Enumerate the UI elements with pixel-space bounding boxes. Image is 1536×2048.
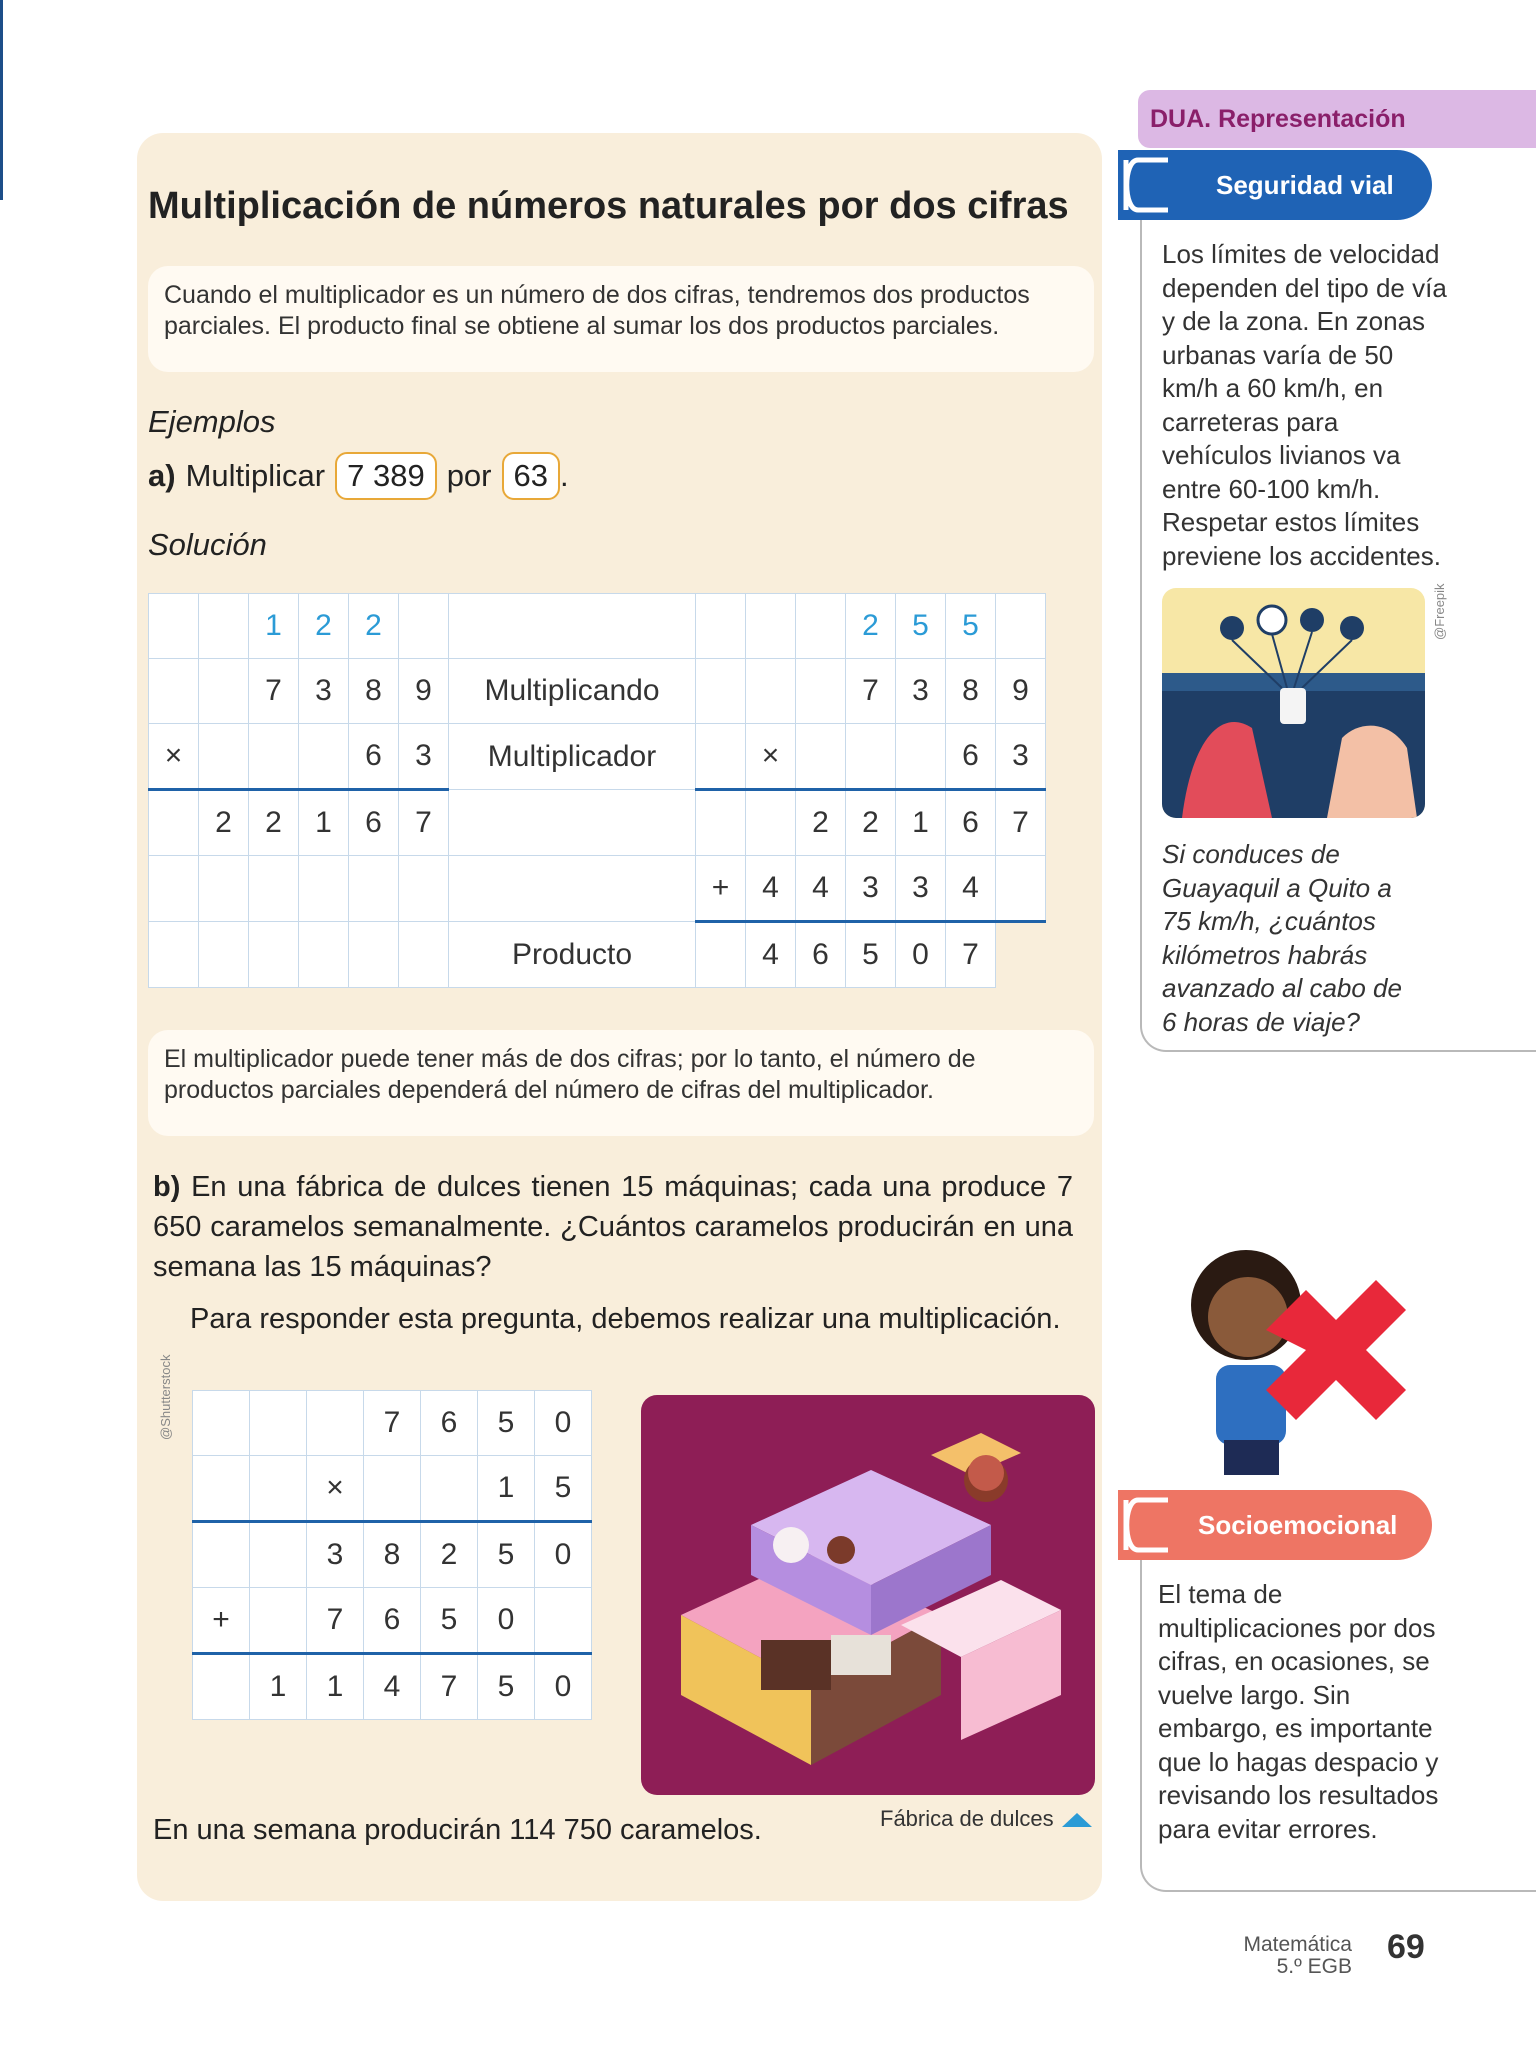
- label-multiplicand: Multiplicando: [449, 659, 696, 724]
- example-b: [153, 1167, 1073, 1287]
- example-b-text2: Para responder esta pregunta, debemos realizar una multiplicación.: [190, 1303, 1061, 1335]
- digit-cell: 7: [421, 1654, 478, 1720]
- label-product: Producto: [449, 922, 696, 988]
- carry-digit: 1: [249, 594, 299, 659]
- multiplier-row: [149, 724, 1046, 790]
- digit-cell: 2: [846, 790, 896, 856]
- example-a: [148, 452, 569, 500]
- digit-cell: 6: [349, 724, 399, 790]
- dua-bold: DUA: [1150, 105, 1205, 133]
- multiplication-grid-a: [148, 593, 1046, 988]
- page-edge-rule: [0, 0, 3, 200]
- carry-digit: 5: [896, 594, 946, 659]
- example-b-label: b): [153, 1171, 181, 1203]
- digit-cell: 6: [421, 1391, 478, 1456]
- multiplicand-pill: 7 389: [335, 452, 437, 500]
- page-title: Multiplicación de números naturales por dos cifras: [148, 185, 1069, 227]
- digit-cell: 5: [421, 1588, 478, 1654]
- product-row: [149, 922, 1046, 988]
- digit-cell: 5: [478, 1522, 535, 1588]
- multiplier-pill: 63: [502, 452, 560, 500]
- multiplication-grid-b: [192, 1390, 592, 1720]
- digit-cell: 5: [535, 1456, 592, 1522]
- digit-cell: 0: [535, 1391, 592, 1456]
- digit-cell: 5: [478, 1391, 535, 1456]
- digit-cell: 7: [399, 790, 449, 856]
- footer-grade: 5.º EGB: [1276, 1955, 1352, 1978]
- digit-cell: 3: [996, 724, 1046, 790]
- carry-digit: 2: [299, 594, 349, 659]
- digit-cell: 4: [364, 1654, 421, 1720]
- digit-cell: 3: [307, 1522, 364, 1588]
- tab-label: Socioemocional: [1198, 1509, 1398, 1540]
- times-sign: ×: [149, 724, 199, 790]
- digit-cell: 2: [199, 790, 249, 856]
- digit-cell: 5: [478, 1654, 535, 1720]
- digit-cell: 3: [896, 856, 946, 922]
- digit-cell: 3: [846, 856, 896, 922]
- times-sign: ×: [746, 724, 796, 790]
- digit-cell: 7: [996, 790, 1046, 856]
- times-sign: ×: [307, 1456, 364, 1522]
- digit-cell: 0: [535, 1522, 592, 1588]
- socioemocional-text: El tema de multiplicaciones por dos cifras, en ocasiones, se vuelve largo. Sin embargo, es importante que lo hagas despacio y revisando los resultados para evitar errores.: [1158, 1579, 1439, 1844]
- digit-cell: 0: [896, 922, 946, 988]
- digit-cell: 9: [399, 659, 449, 724]
- digit-cell: 7: [249, 659, 299, 724]
- credit-freepik: @Freepik: [1432, 583, 1447, 640]
- digit-cell: 1: [307, 1654, 364, 1720]
- example-a-label: a): [148, 458, 176, 493]
- digit-cell: 8: [349, 659, 399, 724]
- example-a-end: .: [559, 458, 569, 493]
- label-multiplier: Multiplicador: [449, 724, 696, 790]
- digit-cell: 6: [364, 1588, 421, 1654]
- ic-icon: [1118, 1490, 1188, 1560]
- digit-cell: 3: [299, 659, 349, 724]
- definition-note: Cuando el multiplicador es un número de dos cifras, tendremos dos productos parciales. El producto final se obtiene al sumar los dos productos parciales.: [148, 266, 1094, 372]
- digit-cell: 3: [896, 659, 946, 724]
- footer-subject: [1220, 1934, 1352, 1978]
- dua-label: [1150, 103, 1406, 134]
- multiplicand-row: [149, 659, 1046, 724]
- digit-cell: 8: [364, 1522, 421, 1588]
- tab-label: Seguridad vial: [1216, 169, 1394, 200]
- child-with-x-illustration: [1176, 1245, 1406, 1490]
- credit-shutterstock: @Shutterstock: [158, 1354, 173, 1440]
- digit-cell: 1: [299, 790, 349, 856]
- example-a-middle: por: [446, 458, 492, 493]
- digit-cell: 2: [249, 790, 299, 856]
- triangle-icon: [1062, 1811, 1092, 1827]
- car-dashboard-illustration: [1162, 588, 1425, 818]
- digit-cell: 8: [946, 659, 996, 724]
- digit-cell: 1: [250, 1654, 307, 1720]
- plus-sign: +: [696, 856, 746, 922]
- digit-cell: 0: [535, 1654, 592, 1720]
- partial1-row: [149, 790, 1046, 856]
- digit-cell: 2: [421, 1522, 478, 1588]
- carry-digit: 5: [946, 594, 996, 659]
- digit-cell: 4: [946, 856, 996, 922]
- examples-heading: Ejemplos: [148, 404, 276, 439]
- digit-cell: 2: [796, 790, 846, 856]
- digit-cell: 1: [478, 1456, 535, 1522]
- digit-cell: 6: [796, 922, 846, 988]
- digit-cell: 6: [946, 724, 996, 790]
- dua-rest: . Representación: [1204, 105, 1406, 133]
- multiplier-note: El multiplicador puede tener más de dos cifras; por lo tanto, el número de productos parciales dependerá del número de cifras del multiplicador.: [148, 1030, 1094, 1136]
- conclusion: En una semana producirán 114 750 caramelos.: [153, 1814, 762, 1846]
- digit-cell: 6: [946, 790, 996, 856]
- digit-cell: 4: [746, 922, 796, 988]
- partial2-row: [149, 856, 1046, 922]
- example-a-text: Multiplicar: [185, 458, 326, 493]
- example-b-text: En una fábrica de dulces tienen 15 máquinas; cada una produce 7 650 caramelos semanalmente. ¿Cuántos caramelos producirán en una semana las 15 máquinas?: [153, 1171, 1073, 1283]
- digit-cell: 0: [478, 1588, 535, 1654]
- page-number: 69: [1387, 1928, 1425, 1966]
- digit-cell: 6: [349, 790, 399, 856]
- digit-cell: 7: [946, 922, 996, 988]
- ic-icon: [1118, 150, 1188, 220]
- digit-cell: 7: [846, 659, 896, 724]
- digit-cell: 1: [896, 790, 946, 856]
- digit-cell: 3: [399, 724, 449, 790]
- digit-cell: 7: [307, 1588, 364, 1654]
- caption-text: Fábrica de dulces: [880, 1806, 1054, 1831]
- solution-heading: Solución: [148, 527, 267, 562]
- digit-cell: 4: [796, 856, 846, 922]
- carry-digit: 2: [846, 594, 896, 659]
- illustration-caption: [880, 1806, 1092, 1832]
- plus-sign: +: [193, 1588, 250, 1654]
- carry-row: [149, 594, 1046, 659]
- digit-cell: 9: [996, 659, 1046, 724]
- speed-question: Si conduces de Guayaquil a Quito a 75 km/h, ¿cuántos kilómetros habrás avanzado al cabo de 6 horas de viaje?: [1162, 839, 1402, 1037]
- carry-digit: 2: [349, 594, 399, 659]
- digit-cell: 4: [746, 856, 796, 922]
- seguridad-vial-text: Los límites de velocidad dependen del tipo de vía y de la zona. En zonas urbanas varía de 50 km/h a 60 km/h, en carreteras para vehículos livianos va entre 60-100 km/h. Respetar estos límites previene los accidentes.: [1162, 239, 1447, 571]
- candy-factory-illustration: [641, 1395, 1095, 1795]
- footer-subject-name: Matemática: [1243, 1933, 1352, 1956]
- digit-cell: 5: [846, 922, 896, 988]
- digit-cell: 7: [364, 1391, 421, 1456]
